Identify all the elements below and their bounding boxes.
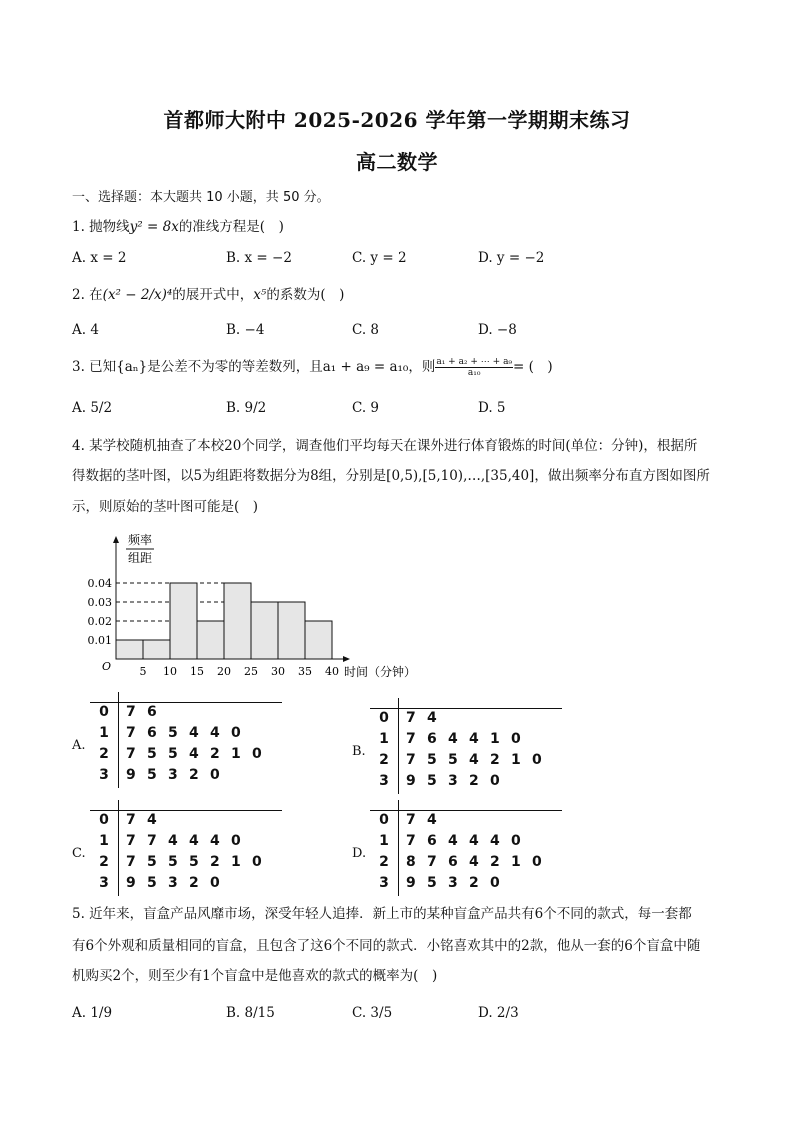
stem-value: 2 [99, 746, 109, 762]
leaf-value: 5 [168, 725, 178, 741]
leaf-value: 7 [147, 833, 157, 849]
leaf-value: 4 [147, 812, 157, 828]
y-tick-label: 0.03 [87, 596, 112, 609]
q5-option-d[interactable]: D. 2/3 [478, 1005, 519, 1021]
leaf-value: 7 [126, 812, 136, 828]
y-axis-label [126, 532, 154, 565]
stem-leaf-row [92, 812, 168, 828]
leaf-value: 0 [231, 725, 241, 741]
leaf-value: 5 [427, 752, 437, 768]
histogram-bar [116, 640, 143, 659]
stem-leaf-option-label: D. [352, 845, 367, 861]
leaf-value: 0 [511, 731, 521, 747]
stem-value: 2 [379, 854, 389, 870]
y-axis-arrow [113, 536, 119, 543]
leaf-value: 4 [448, 731, 458, 747]
y-tick-label: 0.01 [87, 634, 112, 647]
stem-leaf-row [372, 875, 511, 891]
leaf-value: 4 [469, 752, 479, 768]
stem-leaf-row [92, 767, 231, 783]
stem-value: 2 [99, 854, 109, 870]
section-heading: 一、选择题：本大题共 10 小题，共 50 分。 [72, 190, 330, 205]
leaf-value: 0 [252, 854, 262, 870]
q3-fraction [435, 357, 513, 378]
histogram-bar [278, 602, 305, 659]
y-tick-label: 0.04 [87, 577, 112, 590]
stem-leaf-option-label: A. [72, 737, 86, 753]
leaf-value: 2 [210, 854, 220, 870]
leaf-value: 5 [147, 767, 157, 783]
q2-option-c[interactable]: C. 8 [352, 322, 380, 338]
leaf-value: 8 [406, 854, 416, 870]
leaf-value: 5 [168, 854, 178, 870]
stem-leaf-row [92, 725, 252, 741]
x-axis-label: 时间（分钟） [344, 665, 417, 679]
leaf-value: 5 [427, 875, 437, 891]
x-tick-label: 35 [298, 665, 312, 678]
leaf-value: 7 [427, 854, 437, 870]
stem-leaf-option-label: B. [352, 743, 366, 759]
leaf-value: 5 [147, 746, 157, 762]
q1-expression: y² = 8x [129, 219, 179, 235]
stem-leaf-option-label: C. [72, 845, 86, 861]
leaf-value: 6 [448, 854, 458, 870]
stem-leaf-row [372, 752, 553, 768]
leaf-value: 6 [427, 731, 437, 747]
question-5-line-3: 机购买2个，则至少有1个盲盒中是他喜欢的款式的概率为( ) [72, 968, 438, 984]
question-1 [72, 217, 284, 237]
leaf-value: 4 [469, 731, 479, 747]
stem-value: 3 [379, 773, 389, 789]
leaf-value: 4 [210, 833, 220, 849]
question-5-line-1: 5. 近年来，盲盒产品风靡市场，深受年轻人追捧．新上市的某种盲盒产品共有6个不同的款式，每一套都 [72, 906, 692, 922]
q3-option-d[interactable]: D. 5 [478, 400, 506, 416]
leaf-value: 7 [406, 812, 416, 828]
leaf-value: 5 [168, 746, 178, 762]
leaf-value: 2 [189, 767, 199, 783]
question-4-line-3: 示，则原始的茎叶图可能是( ) [72, 499, 259, 515]
y-label-denominator: 组距 [127, 551, 153, 565]
leaf-value: 5 [189, 854, 199, 870]
stem-value: 1 [99, 833, 109, 849]
q2-suffix: 的系数为( ) [266, 287, 345, 303]
x-tick-label: 15 [190, 665, 204, 678]
stem-value: 1 [99, 725, 109, 741]
y-tick-label: 0.02 [87, 615, 112, 628]
leaf-value: 3 [448, 773, 458, 789]
leaf-value: 1 [490, 731, 500, 747]
leaf-value: 4 [469, 833, 479, 849]
origin-label: O [102, 660, 112, 673]
stem-leaf-row [372, 833, 532, 849]
q3-option-b[interactable]: B. 9/2 [226, 400, 267, 416]
q1-suffix: 的准线方程是( ) [178, 219, 284, 235]
q3-option-a[interactable]: A. 5/2 [72, 400, 113, 416]
leaf-value: 5 [448, 752, 458, 768]
leaf-value: 9 [126, 767, 136, 783]
option-b-stem-leaf[interactable] [352, 696, 612, 796]
stem-value: 3 [99, 875, 109, 891]
stem-leaf-row [92, 704, 168, 720]
y-label-numerator: 频率 [127, 533, 153, 547]
option-c-stem-leaf[interactable] [72, 798, 332, 898]
leaf-value: 0 [511, 833, 521, 849]
stem-leaf-row [92, 833, 252, 849]
stem-leaf-row [92, 746, 273, 762]
stem-leaf-row [372, 710, 448, 726]
leaf-value: 6 [427, 833, 437, 849]
q3-suffix: = ( ) [513, 359, 553, 375]
x-tick-label: 20 [217, 665, 231, 678]
leaf-value: 3 [168, 875, 178, 891]
histogram-bar [143, 640, 170, 659]
stem-leaf-row [372, 731, 532, 747]
leaf-value: 9 [126, 875, 136, 891]
q5-option-c[interactable]: C. 3/5 [352, 1005, 393, 1021]
leaf-value: 0 [532, 752, 542, 768]
stem-value: 0 [99, 812, 109, 828]
paper-subtitle: 高二数学 [356, 150, 438, 174]
stem-value: 0 [99, 704, 109, 720]
leaf-value: 0 [252, 746, 262, 762]
leaf-value: 6 [147, 704, 157, 720]
leaf-value: 3 [168, 767, 178, 783]
leaf-value: 0 [210, 767, 220, 783]
leaf-value: 4 [490, 833, 500, 849]
leaf-value: 6 [147, 725, 157, 741]
leaf-value: 5 [427, 773, 437, 789]
stem-value: 2 [379, 752, 389, 768]
frequency-histogram [87, 528, 430, 684]
leaf-value: 7 [126, 833, 136, 849]
question-3 [72, 357, 553, 378]
leaf-value: 4 [210, 725, 220, 741]
question-4-line-2: 得数据的茎叶图，以5为组距将数据分为8组，分别是[0,5),[5,10),…,[35,40]，做出频率分布直方图如图所 [72, 468, 710, 484]
stem-leaf-row [372, 854, 553, 870]
question-4-line-1: 4. 某学校随机抽查了本校20个同学，调查他们平均每天在课外进行体育锻炼的时间(单位：分钟)，根据所 [72, 438, 698, 454]
stem-value: 3 [99, 767, 109, 783]
q2-option-a[interactable]: A. 4 [72, 322, 99, 338]
leaf-value: 0 [490, 875, 500, 891]
q3-prefix: 3. 已知{aₙ}是公差不为零的等差数列，且a₁ + a₉ = a₁₀，则 [72, 359, 436, 375]
x-tick-label: 30 [271, 665, 285, 678]
q1-option-b[interactable]: B. x = −2 [226, 250, 292, 266]
x-tick-label: 10 [163, 665, 177, 678]
leaf-value: 2 [490, 854, 500, 870]
histogram-bar [197, 621, 224, 659]
option-d-stem-leaf[interactable] [352, 798, 612, 898]
paper-title: 首都师大附中 2025-2026 学年第一学期期末练习 [163, 108, 631, 132]
leaf-value: 4 [168, 833, 178, 849]
leaf-value: 2 [210, 746, 220, 762]
q1-option-c[interactable]: C. y = 2 [352, 250, 407, 266]
stem-value: 3 [379, 875, 389, 891]
q2-prefix: 2. 在 [72, 287, 103, 303]
stem-leaf-row [92, 854, 273, 870]
leaf-value: 9 [406, 773, 416, 789]
leaf-value: 2 [490, 752, 500, 768]
leaf-value: 5 [147, 854, 157, 870]
stem-leaf-row [372, 773, 511, 789]
q2-middle: 的展开式中， [172, 287, 254, 303]
leaf-value: 0 [490, 773, 500, 789]
q1-prefix: 1. 抛物线 [72, 219, 130, 235]
q2-power: x⁵ [253, 287, 267, 303]
leaf-value: 4 [427, 812, 437, 828]
histogram-bar [170, 583, 197, 659]
leaf-value: 0 [210, 875, 220, 891]
histogram-bar [251, 602, 278, 659]
x-tick-label: 25 [244, 665, 258, 678]
leaf-value: 4 [189, 833, 199, 849]
leaf-value: 4 [427, 710, 437, 726]
leaf-value: 7 [126, 725, 136, 741]
leaf-value: 9 [406, 875, 416, 891]
stem-value: 0 [379, 812, 389, 828]
stem-value: 1 [379, 833, 389, 849]
leaf-value: 0 [231, 833, 241, 849]
q2-expression: (x² − 2/x)⁴ [102, 287, 173, 303]
leaf-value: 7 [406, 752, 416, 768]
q3-option-c[interactable]: C. 9 [352, 400, 380, 416]
leaf-value: 7 [406, 710, 416, 726]
leaf-value: 4 [189, 746, 199, 762]
leaf-value: 5 [147, 875, 157, 891]
q2-option-b[interactable]: B. −4 [226, 322, 265, 338]
histogram-bar [224, 583, 251, 659]
leaf-value: 1 [231, 746, 241, 762]
leaf-value: 7 [406, 731, 416, 747]
x-axis-arrow [343, 656, 350, 662]
stem-value: 0 [379, 710, 389, 726]
histogram-bar [305, 621, 332, 659]
leaf-value: 7 [126, 854, 136, 870]
q5-option-b[interactable]: B. 8/15 [226, 1005, 275, 1021]
leaf-value: 4 [448, 833, 458, 849]
q3-fraction-denominator: a₁₀ [467, 368, 481, 378]
leaf-value: 7 [126, 704, 136, 720]
stem-value: 1 [379, 731, 389, 747]
leaf-value: 1 [231, 854, 241, 870]
stem-leaf-row [372, 812, 448, 828]
leaf-value: 0 [532, 854, 542, 870]
q3-fraction-numerator: a₁ + a₂ + ⋯ + a₉ [436, 357, 513, 367]
q2-option-d[interactable]: D. −8 [478, 322, 517, 338]
stem-leaf-row [92, 875, 231, 891]
leaf-value: 2 [189, 875, 199, 891]
leaf-value: 3 [448, 875, 458, 891]
question-5-line-2: 有6个外观和质量相同的盲盒，且包含了这6个不同的款式．小铭喜欢其中的2款，他从一套的6个盲盒中随 [72, 938, 701, 954]
x-tick-label: 40 [325, 665, 339, 678]
leaf-value: 2 [469, 773, 479, 789]
leaf-value: 2 [469, 875, 479, 891]
q1-option-d[interactable]: D. y = −2 [478, 250, 545, 266]
q1-option-a[interactable]: A. x = 2 [72, 250, 127, 266]
leaf-value: 7 [126, 746, 136, 762]
leaf-value: 7 [406, 833, 416, 849]
q5-option-a[interactable]: A. 1/9 [72, 1005, 113, 1021]
leaf-value: 1 [511, 752, 521, 768]
x-tick-label: 5 [139, 665, 147, 678]
question-2 [72, 285, 344, 305]
leaf-value: 1 [511, 854, 521, 870]
leaf-value: 4 [469, 854, 479, 870]
option-a-stem-leaf[interactable] [72, 690, 332, 790]
leaf-value: 4 [189, 725, 199, 741]
